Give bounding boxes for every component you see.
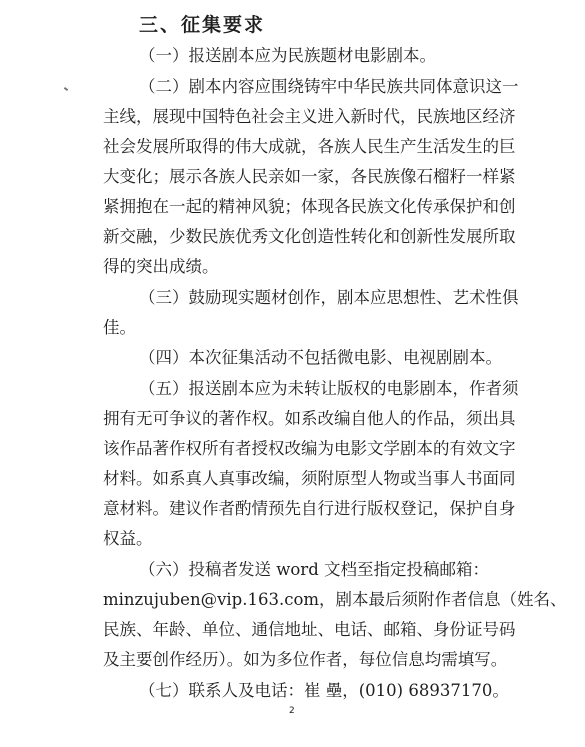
para-5-line-5: 意材料。建议作者酌情预先自行进行版权登记，保护自身	[103, 499, 516, 518]
para-3-line-1: （三）鼓励现实题材创作，剧本应思想性、艺术性俱	[139, 288, 519, 307]
para-5-line-1: （五）报送剧本应为未转让版权的电影剧本，作者须	[139, 379, 519, 398]
para-2-line-7: 得的突出成绩。	[103, 257, 219, 276]
para-2-line-3: 社会发展所取得的伟大成就，各族人民生产生活发生的巨	[103, 137, 516, 156]
para-6-line-3: 民族、年龄、单位、通信地址、电话、邮箱、身份证号码	[103, 620, 516, 639]
para-6-line-4: 及主要创作经历）。如为多位作者，每位信息均需填写。	[103, 650, 508, 669]
para-2-line-2: 主线，展现中国特色社会主义进入新时代，民族地区经济	[103, 107, 516, 126]
para-6-line-1: （六）投稿者发送 word 文档至指定投稿邮箱：	[139, 560, 489, 579]
para-5-line-6: 权益。	[103, 529, 153, 548]
para-3-line-2: 佳。	[103, 318, 136, 337]
scan-mark	[64, 87, 68, 91]
para-1-line-1: （一）报送剧本应为民族题材电影剧本。	[139, 46, 436, 65]
para-2-line-6: 新交融，少数民族优秀文化创造性转化和创新性发展所取	[103, 227, 516, 246]
section-heading: 三、征集要求	[139, 14, 266, 36]
page-number: 2	[289, 706, 295, 716]
para-7-line-1: （七）联系人及电话：崔 壘，(010) 68937170。	[139, 681, 509, 700]
para-6-line-2: minzujuben@vip.163.com，剧本最后须附作者信息（姓名、	[103, 590, 567, 609]
para-5-line-2: 拥有无可争议的著作权。如系改编自他人的作品，须出具	[103, 409, 516, 428]
para-5-line-3: 该作品著作权所有者授权改编为电影文学剧本的有效文字	[103, 439, 516, 458]
para-2-line-1: （二）剧本内容应围绕铸牢中华民族共同体意识这一	[139, 77, 519, 96]
para-4-line-1: （四）本次征集活动不包括微电影、电视剧剧本。	[139, 348, 502, 367]
para-2-line-4: 大变化；展示各族人民亲如一家，各民族像石榴籽一样紧	[103, 167, 516, 186]
para-5-line-4: 材料。如系真人真事改编，须附原型人物或当事人书面同	[103, 469, 516, 488]
para-2-line-5: 紧拥抱在一起的精神风貌；体现各民族文化传承保护和创	[103, 197, 516, 216]
